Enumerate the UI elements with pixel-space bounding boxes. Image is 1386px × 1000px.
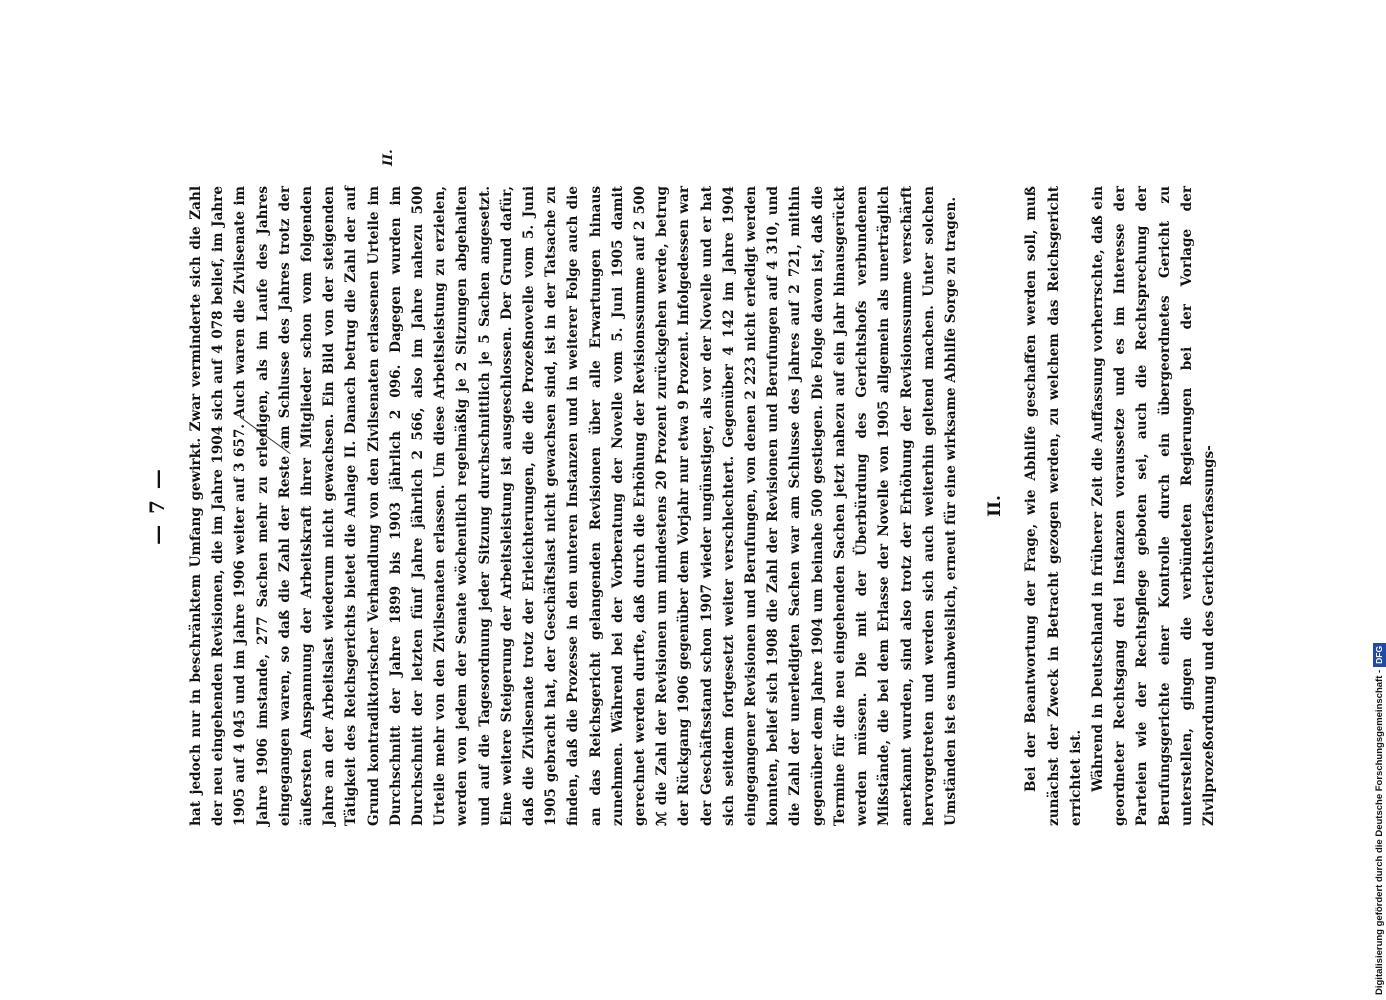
credit-text: Digitalisierung gefördert durch die Deutsche Forschungsgemeinschaft -	[1374, 669, 1385, 995]
margin-note: II.	[381, 149, 396, 166]
page-number: — 7 —	[145, 467, 169, 545]
paragraph: Während in Deutschland in früherer Zeit die Auffassung vorherrschte, daß ein geordneter Rechtsgang drei Instanzen voraussetze und es im Interesse der Parteien wie der Rechtspflege geboten sei, auch die Rechtsprechung der Berufungsgerichte einer Kontrolle durch ein übergeordnetes Gericht zu unterstellen, gingen die verbündeten Regierungen bei der Vorlage der Zivilprozeßordnung und des Gerichtsverfassungs-	[1089, 186, 1217, 826]
paragraph: Bei der Beantwortung der Frage, wie Abhilfe geschaffen werden soll, muß zunächst der Zweck in Betracht gezogen werden, zu welchem das Reichsgericht errichtet ist.	[1023, 186, 1084, 826]
dfg-logo: DFG	[1373, 643, 1386, 667]
section-heading: II.	[985, 495, 1006, 517]
document-body	[185, 186, 1220, 826]
digitization-credit	[1373, 643, 1386, 995]
paragraph: hat jedoch nur in beschränktem Umfang gewirkt. Zwar verminderte sich die Zahl der neu eingehenden Revisionen, die im Jahre 1904 sich auf 4 078 belief, im Jahre 1905 auf 4 045 und im Jahre 1906 weiter auf 3 657. Auch waren die Zivilsenate im Jahre 1906 imstande, 277 Sachen mehr zu erledigen, als im Laufe des Jahres eingegangen waren, so daß die Zahl der Reste am Schlusse des Jahres trotz der äußersten Anspannung der Arbeitskraft ihrer Mitglieder schon vom folgenden Jahre an der Arbeitslast wiederum nicht gewachsen. Ein Bild von der steigenden Tätigkeit des Reichsgerichts bietet die Anlage II. Danach betrug die Zahl der auf Grund kontradiktorischer Verhandlung von den Zivilsenaten erlassenen Urteile im Durchschnitt der Jahre 1899 bis 1903 jährlich 2 096. Dagegen wurden im Durchschnitt der letzten fünf Jahre jährlich 2 566, also im Jahre nahezu 500 Urteile mehr von den Zivilsenaten erlassen. Um diese Arbeitsleistung zu erzielen, werden von jedem der Senate wöchentlich regelmäßig je 2 Sitzungen abgehalten und auf die Tagesordnung jeder Sitzung durchschnittlich je 5 Sachen angesetzt. Eine weitere Steigerung der Arbeitsleistung ist ausgeschlossen. Der Grund dafür, daß die Zivilsenate trotz der Erleichterungen, die die Prozeßnovelle vom 5. Juni 1905 gebracht hat, der Geschäftslast nicht gewachsen sind, ist in der Tatsache zu finden, daß die Prozesse in den unteren Instanzen und in weiterer Folge auch die an das Reichsgericht gelangenden Revisionen über alle Erwartungen hinaus zunehmen. Während bei der Vorberatung der Novelle vom 5. Juni 1905 damit gerechnet werden durfte, daß durch die Erhöhung der Revisionssumme auf 2 500 ℳ die Zahl der Revisionen um mindestens 20 Prozent zurückgehen werde, betrug der Rückgang 1906 gegenüber dem Vorjahr nur etwa 9 Prozent. Infolgedessen war der Geschäftsstand schon 1907 wieder ungünstiger, als vor der Novelle und er hat sich seitdem fortgesetzt weiter verschlechtert. Gegenüber 4 142 im Jahre 1904 eingegangener Revisionen und Berufungen, von denen 2 223 nicht erledigt werden konnten, belief sich 1908 die Zahl der Revisionen und Berufungen auf 4 310, und die Zahl der unerledigten Sachen war am Schlusse des Jahres auf 2 721, mithin gegenüber dem Jahre 1904 um beinahe 500 gestiegen. Die Folge davon ist, daß die Termine für die neu eingehenden Sachen jetzt nahezu auf ein Jahr hinausgerückt werden müssen. Die mit der Überbürdung des Gerichtshofs verbundenen Mißstände, die bei dem Erlasse der Novelle von 1905 allgemein als unerträglich anerkannt wurden, sind also trotz der Erhöhung der Revisionssumme verschärft hervorgetreten und werden sich auch weiterhin geltend machen. Unter solchen Umständen ist es unabweislich, erneut für eine wirksame Abhilfe Sorge zu tragen.	[188, 186, 959, 826]
rotated-document-page	[145, 149, 1255, 826]
